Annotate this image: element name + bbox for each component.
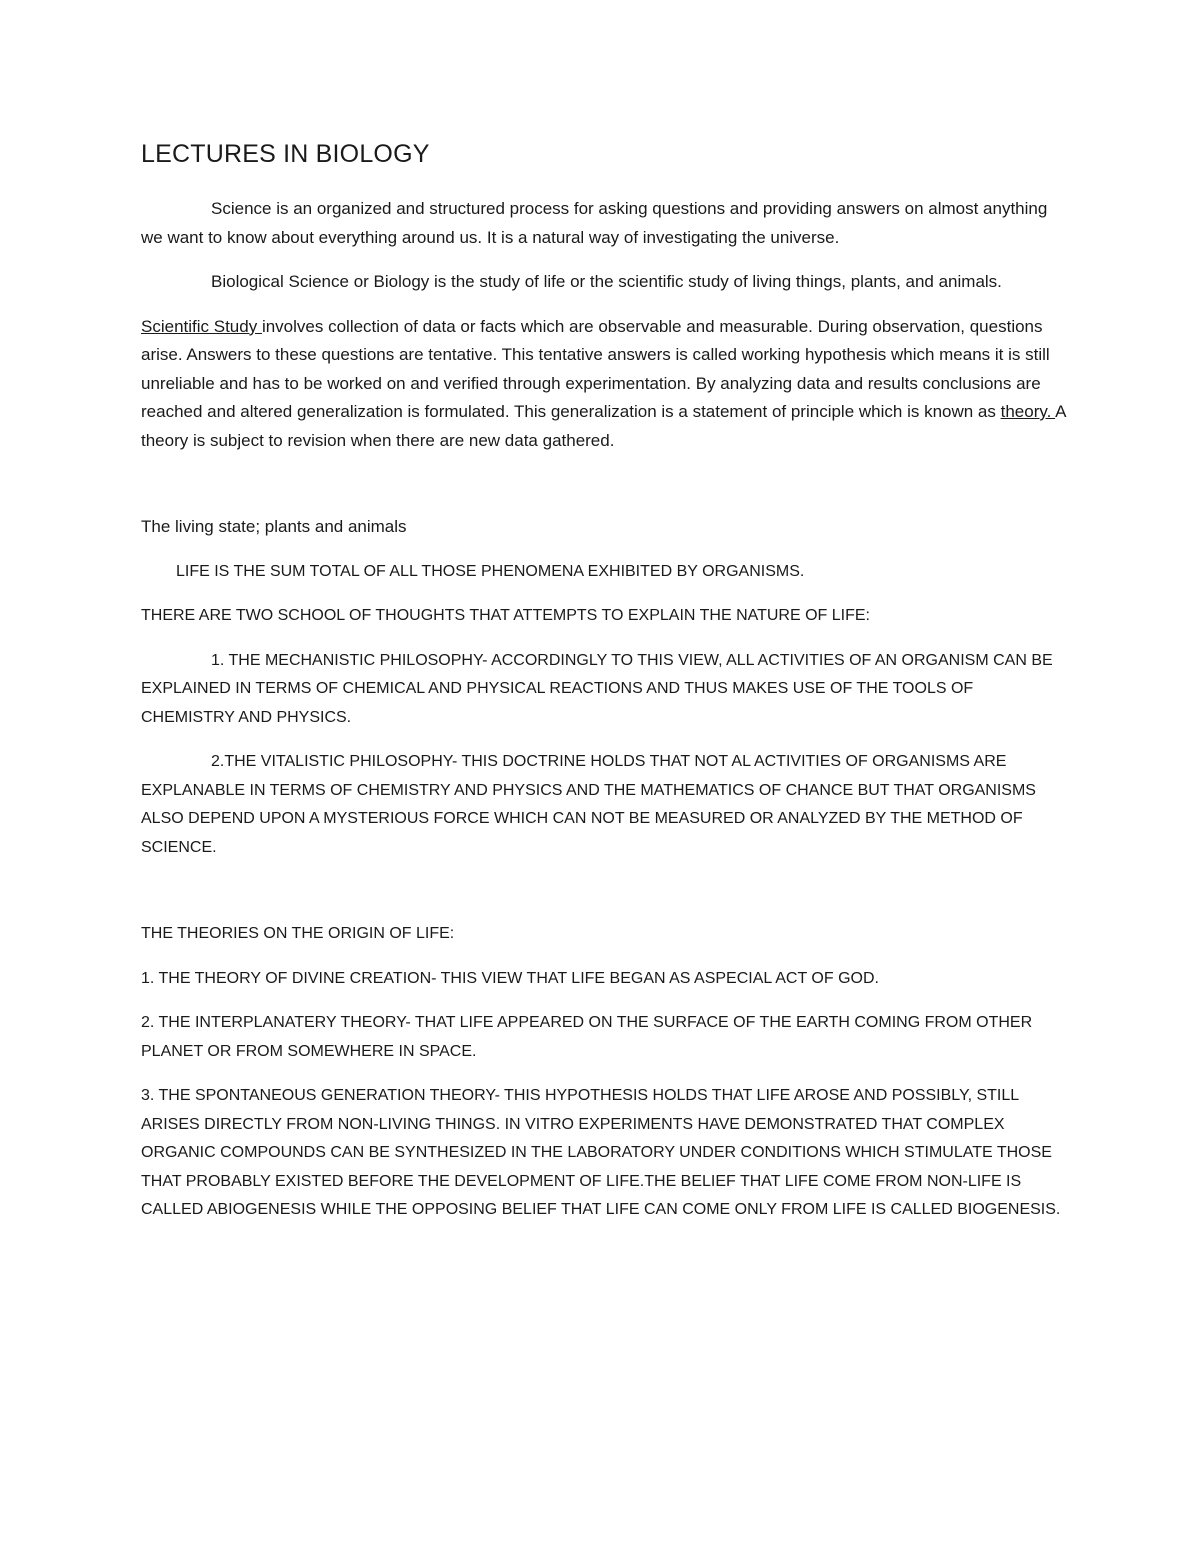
theory-spontaneous-generation: 3. THE SPONTANEOUS GENERATION THEORY- THIS HYPOTHESIS HOLDS THAT LIFE AROSE AND POSSIBLY, STILL ARISES DIRECTLY FROM NON-LIVING THINGS. IN VITRO EXPERIMENTS HAVE DEMONSTRATED THAT COMPLEX ORGANIC COMPOUNDS CAN BE SYNTHESIZED IN THE LABORATORY UNDER CONDITIONS WHICH STIMULATE THOSE THAT PROBABLY EXISTED BEFORE THE DEVELOPMENT OF LIFE.THE BELIEF THAT LIFE COME FROM NON-LIFE IS CALLED ABIOGENESIS WHILE THE OPPOSING BELIEF THAT LIFE CAN COME ONLY FROM LIFE IS CALLED BIOGENESIS.: [141, 1087, 1061, 1218]
school-vitalistic: 2.THE VITALISTIC PHILOSOPHY- THIS DOCTRINE HOLDS THAT NOT AL ACTIVITIES OF ORGANISMS ARE EXPLANABLE IN TERMS OF CHEMISTRY AND PHYSICS AND THE MATHEMATICS OF CHANCE BUT THAT ORGANISMS ALSO DEPEND UPON A MYSTERIOUS FORCE WHICH CAN NOT BE MEASURED OR ANALYZED BY THE METHOD OF SCIENCE.: [141, 753, 1036, 856]
section-heading-origin-theories: THE THEORIES ON THE ORIGIN OF LIFE:: [141, 925, 455, 942]
theory-divine-creation: 1. THE THEORY OF DIVINE CREATION- THIS VIEW THAT LIFE BEGAN AS ASPECIAL ACT OF GOD.: [141, 969, 879, 987]
document-page: [141, 140, 1066, 1225]
paragraph-biology-definition: Biological Science or Biology is the study of life or the scientific study of living things, plants, and animals.: [211, 272, 1002, 291]
paragraph-science-definition: Science is an organized and structured process for asking questions and providing answers on almost anything we want to know about everything around us. It is a natural way of investigating the universe.: [141, 199, 1048, 247]
paragraph-scientific-study: [141, 313, 1066, 456]
scientific-study-text-end: A theory is subject to revision when there are new data gathered.: [141, 402, 1066, 450]
school-mechanistic: 1. THE MECHANISTIC PHILOSOPHY- ACCORDINGLY TO THIS VIEW, ALL ACTIVITIES OF AN ORGANISM CAN BE EXPLAINED IN TERMS OF CHEMICAL AND PHYSICAL REACTIONS AND THUS MAKES USE OF THE TOOLS OF CHEMISTRY AND PHYSICS.: [141, 651, 1053, 726]
schools-intro: THERE ARE TWO SCHOOL OF THOUGHTS THAT ATTEMPTS TO EXPLAIN THE NATURE OF LIFE:: [141, 607, 870, 624]
scientific-study-term: Scientific Study: [141, 316, 262, 336]
theory-interplanetary: 2. THE INTERPLANATERY THEORY- THAT LIFE APPEARED ON THE SURFACE OF THE EARTH COMING FROM OTHER PLANET OR FROM SOMEWHERE IN SPACE.: [141, 1014, 1033, 1060]
section-heading-living-state: The living state; plants and animals: [141, 517, 407, 536]
theory-term: theory.: [1000, 402, 1056, 421]
document-title: LECTURES IN BIOLOGY: [141, 140, 430, 168]
life-definition: LIFE IS THE SUM TOTAL OF ALL THOSE PHENOMENA EXHIBITED BY ORGANISMS.: [176, 562, 805, 580]
scientific-study-text: involves collection of data or facts which are observable and measurable. During observation, questions arise. Answers to these questions are tentative. This tentative answers is called working hypothesis which means it is still unreliable and has to be worked on and verified through experimentation. By analyzing data and results conclusions are reached and altered generalization is formulated. This generalization is a statement of principle which is known as: [141, 316, 1050, 421]
